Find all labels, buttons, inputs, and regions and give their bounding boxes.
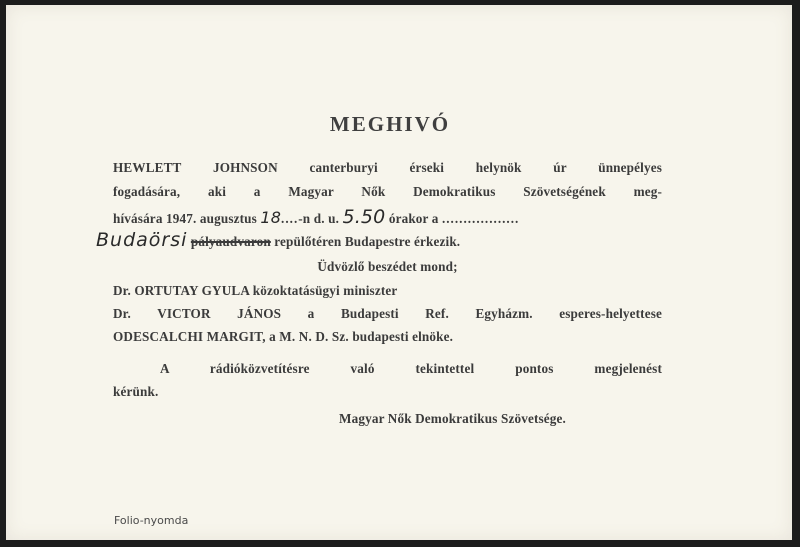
invitation-title: MEGHIVÓ <box>329 112 451 136</box>
place-blank: .................. <box>441 211 520 226</box>
day-dots: .... <box>281 211 299 226</box>
body-line-2: fogadására, aki a Magyar Nők Demokratikus Szövetségének meg- <box>113 184 662 199</box>
speaker-3-title: a M. N. D. Sz. budapesti elnöke. <box>265 329 454 344</box>
speaker-1-title: közoktatásügyi miniszter <box>249 283 398 298</box>
body-line-4 <box>96 229 460 251</box>
arrival-text: repülőtéren Budapestre érkezik. <box>270 234 461 249</box>
speaker-1-name: Dr. ORTUTAY GYULA <box>113 283 250 298</box>
speaker-1 <box>113 283 397 299</box>
handwritten-time: 5.50 <box>342 206 386 228</box>
body-line-1 <box>113 160 662 176</box>
speaker-3-name: ODESCALCHI MARGIT, <box>113 329 266 344</box>
speaker-2-title: a Budapesti Ref. Egyházm. esperes-helyettese <box>281 306 662 321</box>
scan-border-right <box>792 0 800 547</box>
time-prefix: -n d. u. <box>298 211 343 226</box>
date-prefix: hívására 1947. augusztus <box>113 211 261 226</box>
handwritten-day: 18 <box>260 208 282 227</box>
body-line-1-rest: canterburyi érseki helynök úr ünnepélyes <box>277 160 662 175</box>
signature: Magyar Nők Demokratikus Szövetsége. <box>339 411 566 426</box>
guest-name: HEWLETT JOHNSON <box>113 160 278 175</box>
speaker-3 <box>113 329 453 345</box>
speaker-2 <box>113 306 662 322</box>
speech-heading: Üdvözlő beszédet mond; <box>317 259 458 274</box>
body-line-3 <box>113 206 519 228</box>
printer-mark: Folio-nyomda <box>114 514 189 527</box>
scan-border-bottom <box>0 540 800 547</box>
handwritten-place: Budaörsi <box>96 229 188 251</box>
struck-word: pályaudvaron <box>190 234 271 249</box>
notice-line-2: kérünk. <box>113 384 159 399</box>
notice-line-1: A rádióközvetítésre való tekintettel pontos megjelenést <box>160 361 662 376</box>
speaker-2-name: Dr. VICTOR JÁNOS <box>113 306 282 321</box>
time-suffix: órakor a <box>385 211 442 226</box>
